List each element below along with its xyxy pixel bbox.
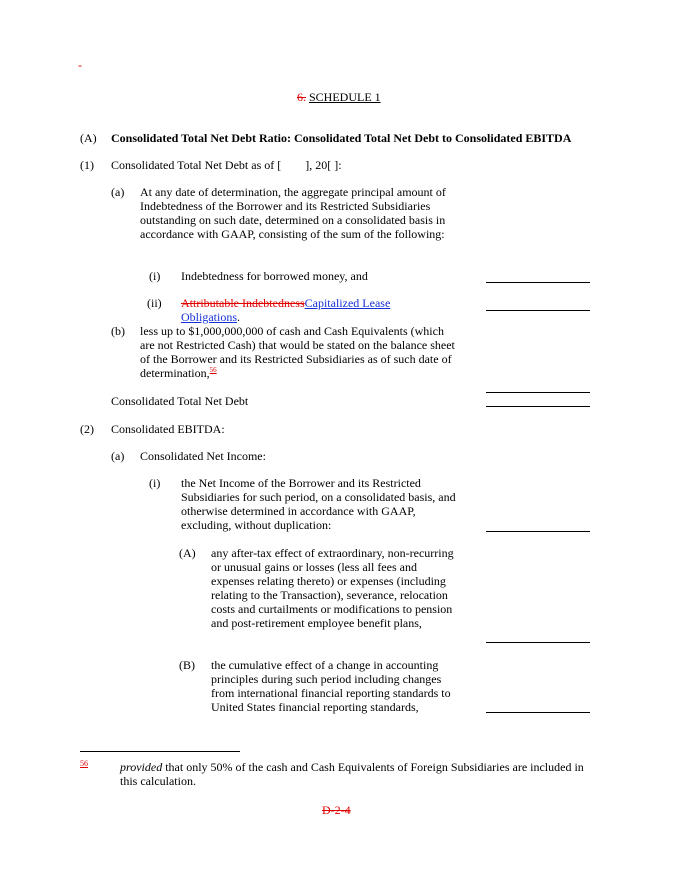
item-2-label: (2) <box>80 422 94 436</box>
inserted-text: Capitalized Lease Obligations <box>181 296 391 324</box>
section-a-label: (A) <box>80 131 97 145</box>
footnote-italic: provided <box>120 760 163 774</box>
item-1a-i-label: (i) <box>149 269 161 283</box>
footnote-separator <box>80 751 240 752</box>
amount-line <box>486 282 590 283</box>
item-1b-body: less up to $1,000,000,000 of cash and Cash Equivalents (which are not Restricted Cash) that would be stated on the balance sheet of the Borrower and its Restricted Subsidiaries as of such date of determination, <box>140 324 455 380</box>
item-2a-i-text: the Net Income of the Borrower and its Restricted Subsidiaries for such period, on a consolidated basis, and otherwise determined in accordance with GAAP, excluding, without duplication: <box>181 476 456 532</box>
amount-line <box>486 642 590 643</box>
item-1a-label: (a) <box>111 185 125 199</box>
amount-line <box>486 531 590 532</box>
page-number: D-2-4 <box>322 803 351 817</box>
item-2-text: Consolidated EBITDA: <box>111 422 225 436</box>
amount-line <box>486 310 590 311</box>
item-1-text: Consolidated Total Net Debt as of [ ], 20[ ]: <box>111 158 342 172</box>
item-2a-text: Consolidated Net Income: <box>140 449 266 463</box>
item-2a-i-A-label: (A) <box>179 546 196 560</box>
item-1a-ii-label: (ii) <box>147 296 162 310</box>
amount-line <box>486 712 590 713</box>
item-1-label: (1) <box>80 158 94 172</box>
footnote-text <box>120 760 602 788</box>
footnote-number-text: 56 <box>80 759 88 768</box>
item-1a-i-text: Indebtedness for borrowed money, and <box>181 269 368 283</box>
total-net-debt-label: Consolidated Total Net Debt <box>111 394 249 408</box>
change-mark: - <box>78 58 82 72</box>
item-1b-text <box>140 324 458 380</box>
amount-line <box>486 406 590 407</box>
item-2a-i-B-text: the cumulative effect of a change in accounting principles during such period including changes from international financial reporting standards to United States financial reporting standards, <box>211 658 451 714</box>
item-1b-label: (b) <box>111 324 125 338</box>
item-2a-i-label: (i) <box>149 476 161 490</box>
schedule-title: SCHEDULE 1 <box>309 90 381 104</box>
deleted-text: Attributable Indebtedness <box>181 296 305 310</box>
item-2a-i-B-label: (B) <box>179 658 195 672</box>
section-a-heading: Consolidated Total Net Debt Ratio: Consolidated Total Net Debt to Consolidated EBITDA <box>111 131 572 145</box>
footnote-body: that only 50% of the cash and Cash Equivalents of Foreign Subsidiaries are included in this calculation. <box>120 760 584 788</box>
footnote-reference[interactable]: 56 <box>209 366 217 374</box>
deleted-section-number: 6. <box>297 90 306 104</box>
item-1a-text: At any date of determination, the aggregate principal amount of Indebtedness of the Borrower and its Restricted Subsidiaries outstanding on such date, determined on a consolidated basis in accordance with GAAP, consisting of the sum of the following: <box>140 185 446 241</box>
period: . <box>237 310 240 324</box>
schedule-heading <box>297 90 381 104</box>
amount-line <box>486 392 590 393</box>
footnote-number <box>80 760 88 774</box>
item-2a-label: (a) <box>111 449 125 463</box>
item-1a-ii-text <box>181 296 441 324</box>
item-2a-i-A-text: any after-tax effect of extraordinary, non-recurring or unusual gains or losses (less all fees and expenses relating thereto) or expenses (including relating to the Transaction), severance, relocation costs and curtailments or modifications to pension and post-retirement employee benefit plans, <box>211 546 454 630</box>
